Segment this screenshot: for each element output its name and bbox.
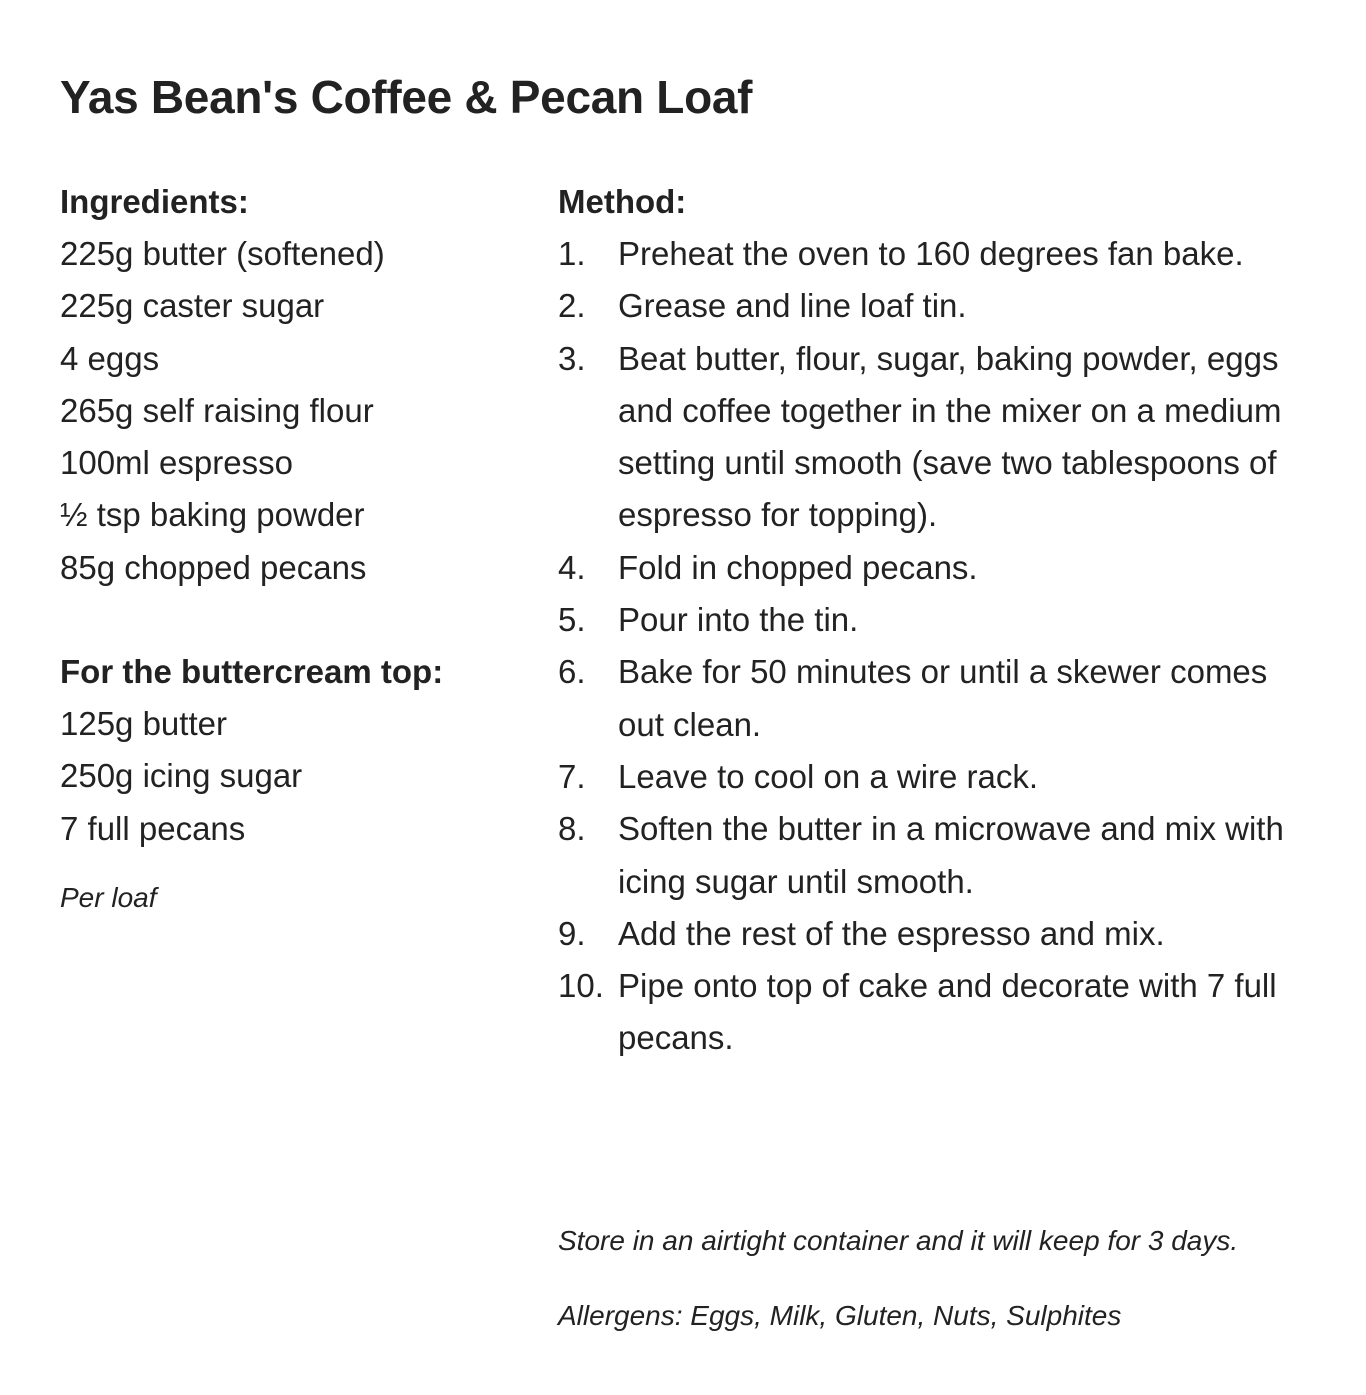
- step-text: Soften the butter in a microwave and mix with icing sugar until smooth.: [618, 810, 1284, 900]
- step-number: 1.: [558, 235, 586, 272]
- step-text: Grease and line loaf tin.: [618, 287, 967, 325]
- method-step: [558, 960, 1348, 1065]
- step-text: Pipe onto top of cake and decorate with 7 full pecans.: [618, 967, 1277, 1057]
- step-text: Beat butter, flour, sugar, baking powder, eggs and coffee together in the mixer on a medium setting until smooth (save two tablespoons of espresso for topping).: [618, 339, 1282, 534]
- method-step: [558, 803, 1348, 908]
- method-step: [558, 542, 1348, 594]
- step-text: Preheat the oven to 160 degrees fan bake.: [618, 235, 1244, 272]
- buttercream-item: 250g icing sugar: [60, 757, 303, 795]
- method-column: [558, 176, 1348, 1065]
- buttercream-list: [60, 698, 520, 855]
- ingredients-list: [60, 228, 520, 594]
- section-spacer: [60, 594, 520, 646]
- ingredients-heading: Ingredients:: [60, 183, 249, 220]
- buttercream-item: 125g butter: [60, 705, 227, 743]
- method-step: [558, 228, 1348, 280]
- allergens-note: Allergens: Eggs, Milk, Gluten, Nuts, Sulphites: [558, 1300, 1122, 1331]
- step-number: 2.: [558, 287, 586, 325]
- method-step: [558, 908, 1348, 960]
- method-heading: Method:: [558, 183, 687, 220]
- ingredient-item: 100ml espresso: [60, 444, 293, 482]
- step-number: 6.: [558, 653, 586, 691]
- method-steps: [558, 228, 1348, 1065]
- step-number: 7.: [558, 757, 586, 795]
- step-number: 3.: [558, 339, 586, 377]
- yield-note: Per loaf: [60, 881, 157, 913]
- method-step: [558, 646, 1348, 751]
- step-text: Leave to cool on a wire rack.: [618, 757, 1039, 795]
- ingredient-item: 265g self raising flour: [60, 391, 374, 429]
- ingredient-item: ½ tsp baking powder: [60, 496, 365, 534]
- step-number: 10.: [558, 967, 604, 1005]
- buttercream-heading: For the buttercream top:: [60, 653, 444, 691]
- ingredient-item: 85g chopped pecans: [60, 548, 367, 586]
- step-number: 9.: [558, 914, 586, 952]
- ingredient-item: 225g caster sugar: [60, 287, 325, 325]
- recipe-title: Yas Bean's Coffee & Pecan Loaf: [60, 71, 753, 123]
- step-number: 4.: [558, 548, 586, 586]
- ingredient-item: 225g butter (softened): [60, 235, 385, 272]
- step-text: Pour into the tin.: [618, 601, 859, 639]
- step-text: Add the rest of the espresso and mix.: [618, 914, 1165, 952]
- ingredient-item: 4 eggs: [60, 339, 160, 377]
- method-step: [558, 333, 1348, 542]
- ingredients-column: [60, 176, 520, 918]
- method-step: [558, 280, 1348, 332]
- method-step: [558, 594, 1348, 646]
- storage-note: Store in an airtight container and it will keep for 3 days.: [558, 1225, 1239, 1256]
- step-number: 5.: [558, 601, 586, 639]
- method-step: [558, 751, 1348, 803]
- step-text: Bake for 50 minutes or until a skewer comes out clean.: [618, 653, 1268, 743]
- step-text: Fold in chopped pecans.: [618, 548, 978, 586]
- step-number: 8.: [558, 810, 586, 848]
- buttercream-item: 7 full pecans: [60, 809, 246, 847]
